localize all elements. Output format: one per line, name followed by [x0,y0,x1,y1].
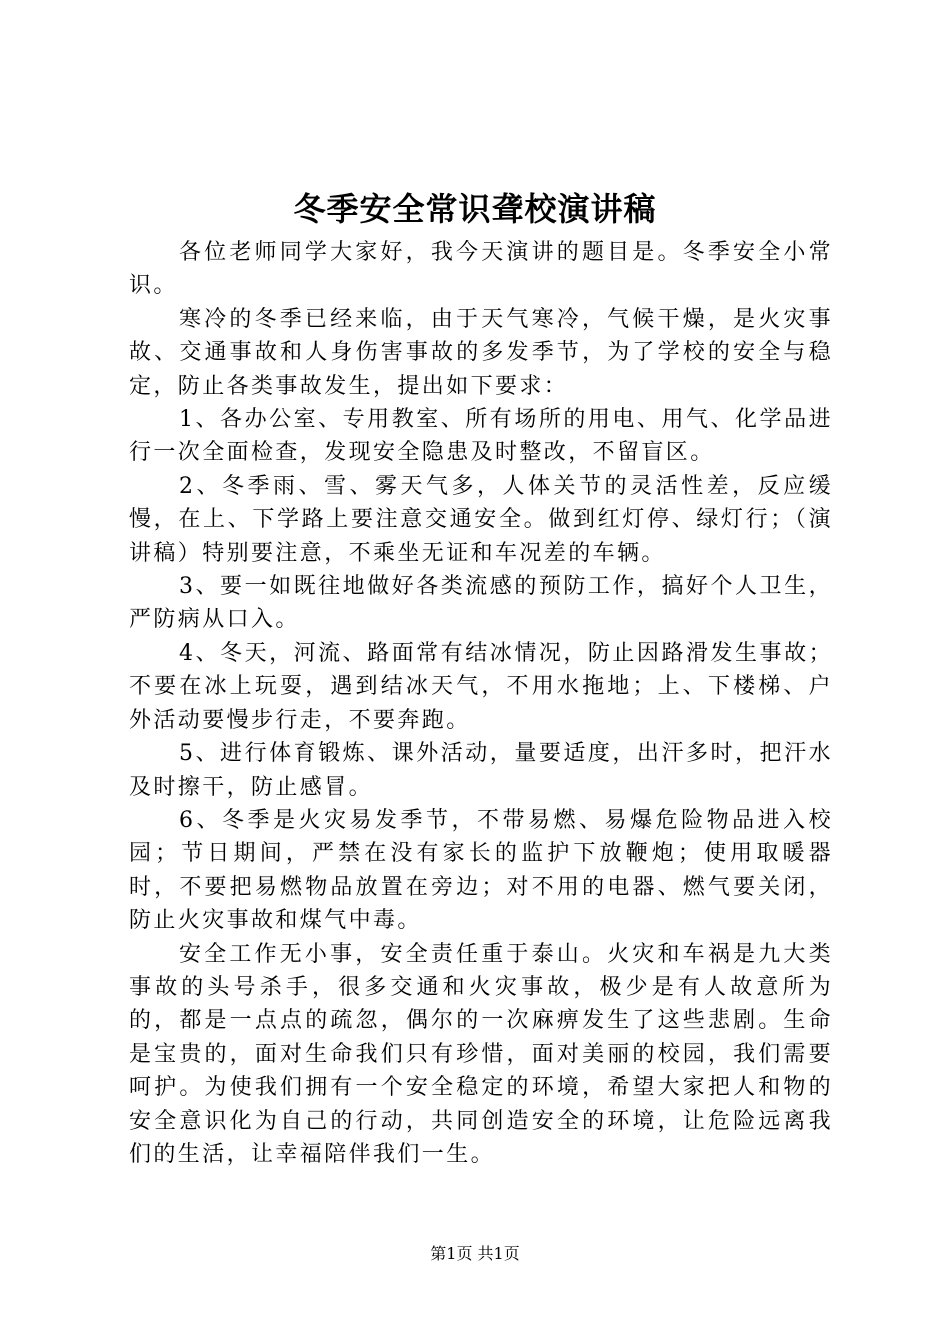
document-body [129,236,833,1171]
paragraph-intro: 寒冷的冬季已经来临，由于天气寒冷，气候干燥，是火灾事故、交通事故和人身伤害事故的多发季节，为了学校的安全与稳定，防止各类事故发生，提出如下要求： [129,306,833,399]
paragraph-item-2: 2、冬季雨、雪、雾天气多，人体关节的灵活性差，反应缓慢，在上、下学路上要注意交通安全。做到红灯停、绿灯行；（演讲稿）特别要注意，不乘坐无证和车况差的车辆。 [129,473,833,566]
document-title: 冬季安全常识聋校演讲稿 [293,190,657,228]
paragraph-item-1: 1、各办公室、专用教室、所有场所的用电、用气、化学品进行一次全面检查，发现安全隐患及时整改，不留盲区。 [129,407,833,466]
page-footer: 第1页 共1页 [430,1244,520,1263]
paragraph-item-3: 3、要一如既往地做好各类流感的预防工作，搞好个人卫生，严防病从口入。 [129,574,833,633]
paragraph-item-6: 6、冬季是火灾易发季节，不带易燃、易爆危险物品进入校园；节日期间，严禁在没有家长的监护下放鞭炮；使用取暖器时，不要把易燃物品放置在旁边；对不用的电器、燃气要关闭，防止火灾事故和煤气中毒。 [129,807,833,934]
paragraph-conclusion: 安全工作无小事，安全责任重于泰山。火灾和车祸是九大类事故的头号杀手，很多交通和火灾事故，极少是有人故意所为的，都是一点点的疏忽，偶尔的一次麻痹发生了这些悲剧。生命是宝贵的，面对生命我们只有珍惜，面对美丽的校园，我们需要呵护。为使我们拥有一个安全稳定的环境，希望大家把人和物的安全意识化为自己的行动，共同创造安全的环境，让危险远离我们的生活，让幸福陪伴我们一生。 [129,941,833,1167]
paragraph-greeting: 各位老师同学大家好，我今天演讲的题目是。冬季安全小常识。 [129,240,833,299]
paragraph-item-5: 5、进行体育锻炼、课外活动，量要适度，出汗多时，把汗水及时擦干，防止感冒。 [129,741,833,800]
paragraph-item-4: 4、冬天，河流、路面常有结冰情况，防止因路滑发生事故；不要在冰上玩耍，遇到结冰天气，不用水拖地；上、下楼梯、户外活动要慢步行走，不要奔跑。 [129,640,833,733]
